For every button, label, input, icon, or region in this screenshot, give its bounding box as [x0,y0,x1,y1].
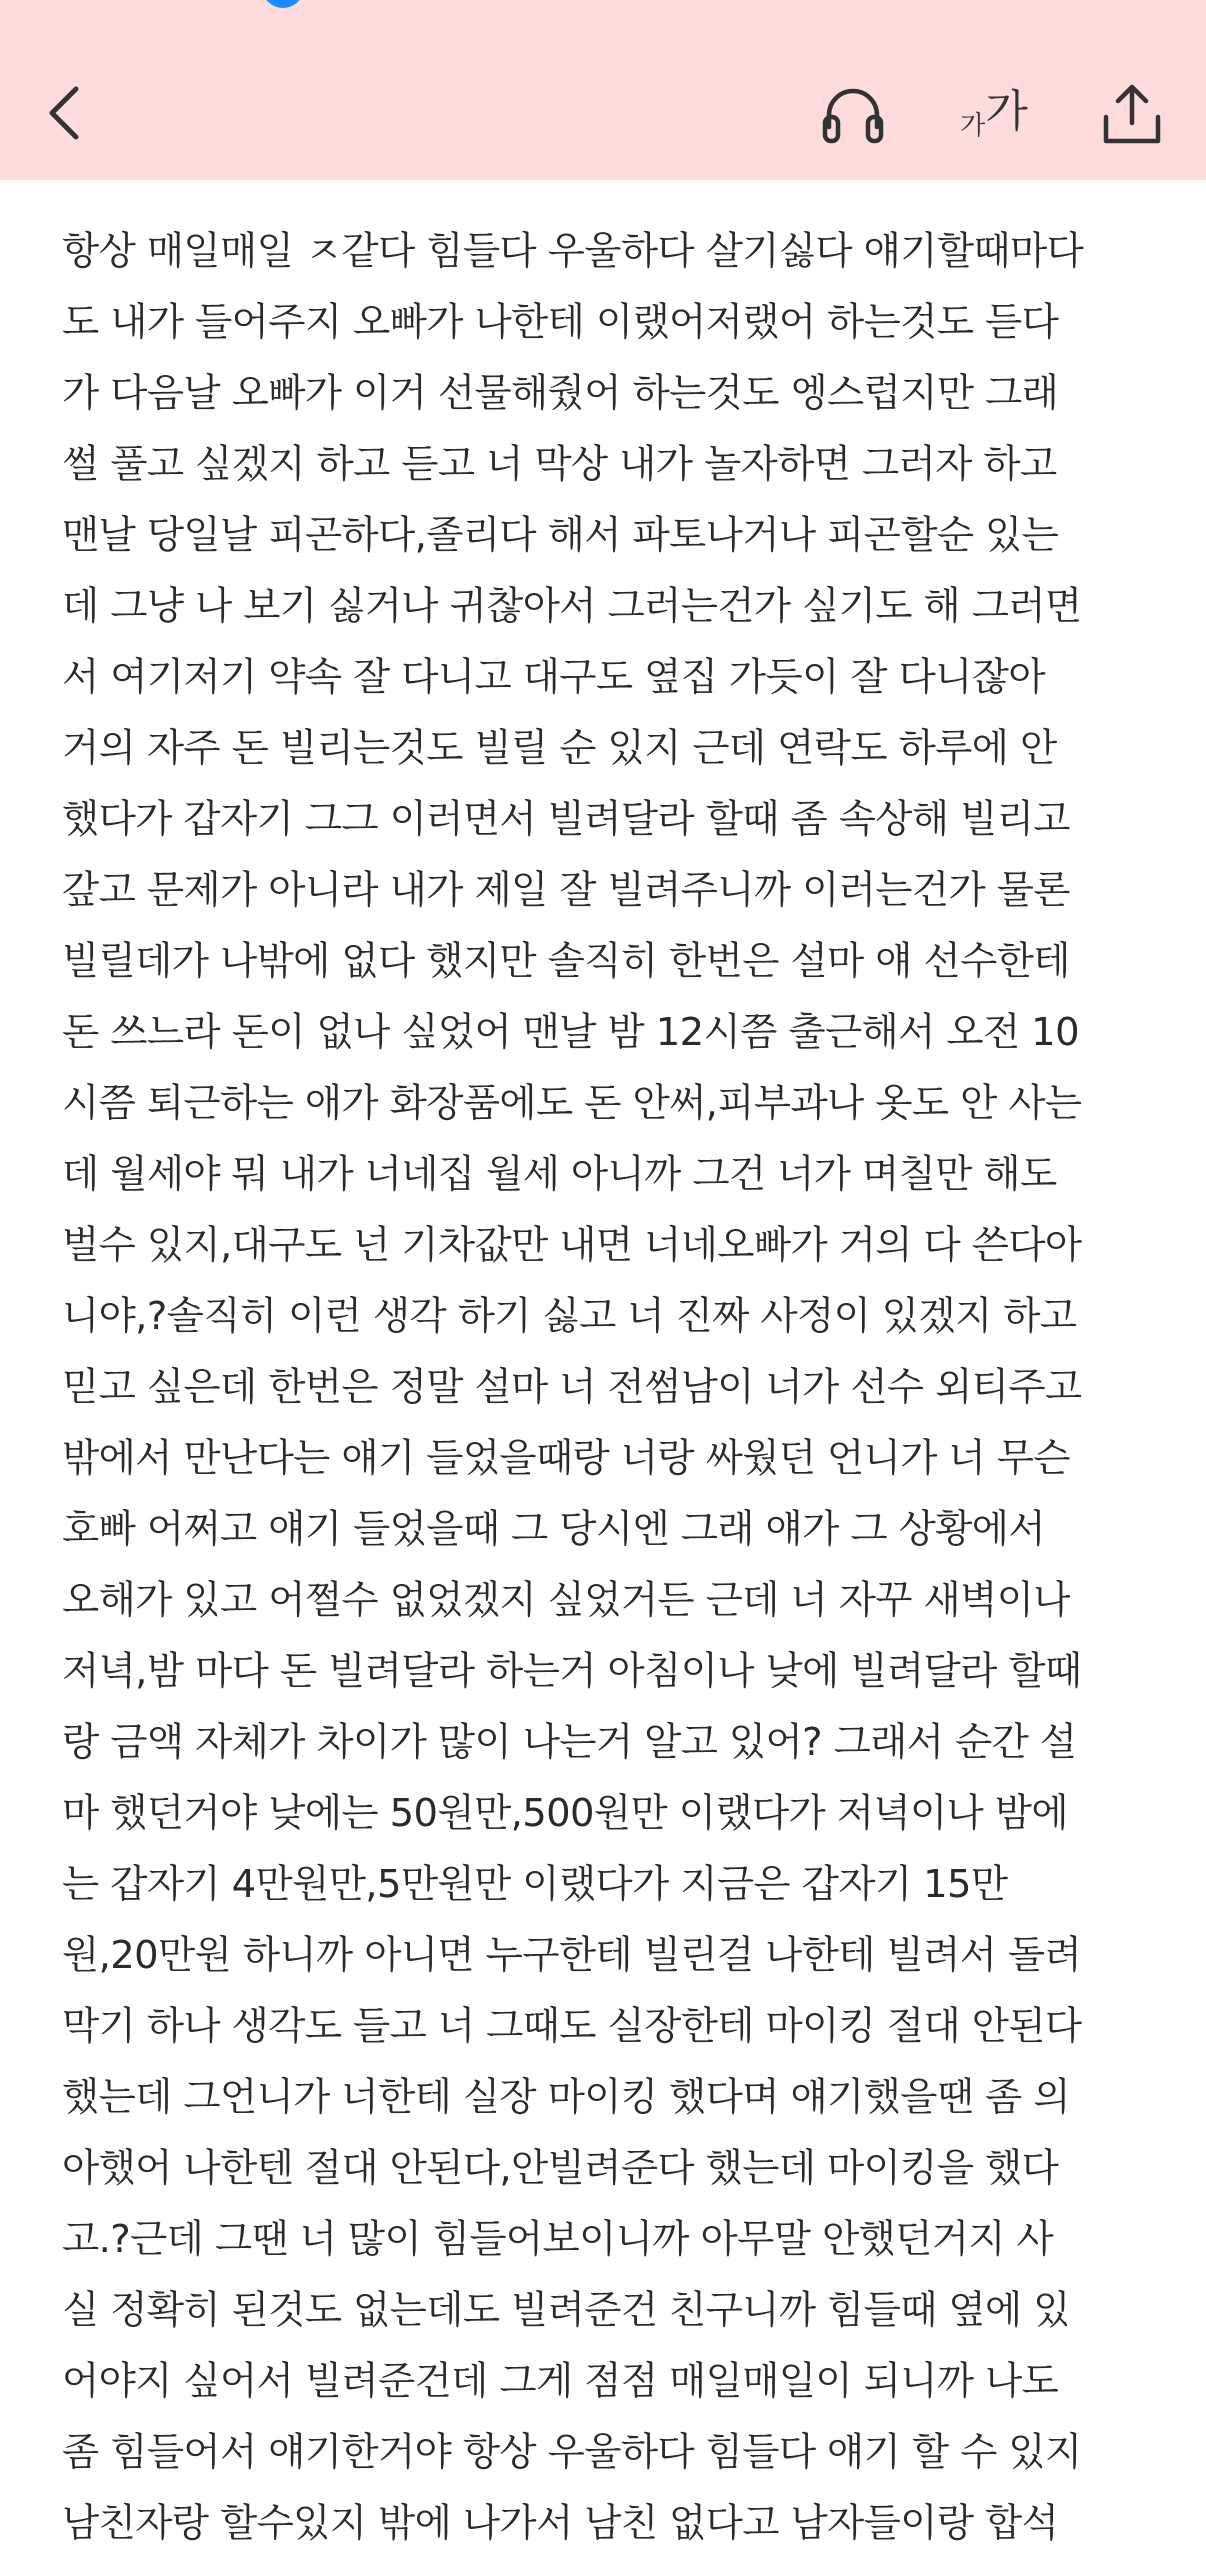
headphones-icon [821,83,885,145]
text-line: 어야지 싶어서 빌려준건데 그게 점점 매일매일이 되니까 나도 [62,2359,1059,2404]
status-indicator [262,0,304,8]
text-line: 벌수 있지,대구도 넌 기차값만 내면 너네오빠가 거의 다 쓴다아 [62,1223,1082,1268]
text-line: 고.?근데 그땐 너 많이 힘들어보이니까 아무말 안했던거지 사 [62,2217,1054,2262]
text-line: 썰 풀고 싶겠지 하고 듣고 너 막상 내가 놀자하면 그러자 하고 [62,442,1057,487]
text-line: 데 월세야 뭐 내가 너네집 월세 아니까 그건 너가 며칠만 해도 [62,1152,1057,1197]
font-size-large-label: 가 [985,86,1028,137]
back-button[interactable] [28,72,100,154]
text-line: 항상 매일매일 ㅈ같다 힘들다 우울하다 살기싫다 얘기할때마다 [62,229,1084,274]
text-line: 거의 자주 돈 빌리는것도 빌릴 순 있지 근데 연락도 하루에 안 [62,726,1057,771]
text-line: 돈 쓰느라 돈이 없나 싶었어 맨날 밤 12시쯤 출근해서 오전 10 [62,1010,1079,1055]
text-line: 가 다음날 오빠가 이거 선물해줬어 하는것도 엥스럽지만 그래 [62,371,1059,416]
text-line: 는 갑자기 4만원만,5만원만 이랬다가 지금은 갑자기 15만 [62,1862,1008,1907]
text-line: 마 했던거야 낮에는 50원만,500원만 이랬다가 저녁이나 밤에 [62,1791,1068,1836]
text-line: 했는데 그언니가 너한테 실장 마이킹 했다며 얘기했을땐 좀 의 [62,2075,1070,2120]
text-line: 맨날 당일날 피곤하다,졸리다 해서 파토나거나 피곤할순 있는 [62,513,1059,558]
text-line: 아했어 나한텐 절대 안된다,안빌려준다 했는데 마이킹을 했다 [62,2146,1059,2191]
font-size-small-label: 가 [960,111,986,141]
text-line: 막기 하나 생각도 들고 너 그때도 실장한테 마이킹 절대 안된다 [62,2004,1082,2049]
text-line: 저녁,밤 마다 돈 빌려달라 하는거 아침이나 낮에 빌려달라 할때 [62,1649,1082,1694]
listen-button[interactable] [808,72,898,156]
text-line: 호빠 어쩌고 얘기 들었을때 그 당시엔 그래 얘가 그 상황에서 [62,1507,1045,1552]
text-line: 갚고 문제가 아니라 내가 제일 잘 빌려주니까 이러는건가 물론 [62,868,1070,913]
text-line: 좀 힘들어서 얘기한거야 항상 우울하다 힘들다 얘기 할 수 있지 [62,2430,1082,2475]
share-upload-icon [1100,81,1164,147]
message-body [62,216,1162,2559]
chevron-left-icon [44,83,84,143]
font-size-button[interactable] [944,70,1044,154]
text-line: 했다가 갑자기 그그 이러면서 빌려달라 할때 좀 속상해 빌리고 [62,797,1070,842]
text-line: 니야,?솔직히 이런 생각 하기 싫고 너 진짜 사정이 있겠지 하고 [62,1294,1077,1339]
text-line: 빌릴데가 나밖에 없다 했지만 솔직히 한번은 설마 얘 선수한테 [62,939,1070,984]
font-size-icon [960,86,1028,141]
text-line: 원,20만원 하니까 아니면 누구한테 빌린걸 나한테 빌려서 돌려 [62,1933,1082,1978]
text-line: 서 여기저기 약속 잘 다니고 대구도 옆집 가듯이 잘 다니잖아 [62,655,1045,700]
text-line: 데 그냥 나 보기 싫거나 귀찮아서 그러는건가 싶기도 해 그러면 [62,584,1082,629]
text-line: 밖에서 만난다는 얘기 들었을때랑 너랑 싸웠던 언니가 너 무슨 [62,1436,1070,1481]
text-line: 남친자랑 할수있지 밖에 나가서 남친 없다고 남자들이랑 합석 [62,2501,1059,2546]
share-button[interactable] [1090,70,1174,158]
text-line: 시쯤 퇴근하는 애가 화장품에도 돈 안써,피부과나 옷도 안 사는 [62,1081,1082,1126]
text-line: 오해가 있고 어쩔수 없었겠지 싶었거든 근데 너 자꾸 새벽이나 [62,1578,1070,1623]
text-line: 믿고 싶은데 한번은 정말 설마 너 전썸남이 너가 선수 외티주고 [62,1365,1082,1410]
top-toolbar [0,0,1206,180]
text-line: 도 내가 들어주지 오빠가 나한테 이랬어저랬어 하는것도 듣다 [62,300,1059,345]
text-line: 랑 금액 자체가 차이가 많이 나는거 알고 있어? 그래서 순간 설 [62,1720,1077,1765]
text-line: 실 정확히 된것도 없는데도 빌려준건 친구니까 힘들때 옆에 있 [62,2288,1070,2333]
